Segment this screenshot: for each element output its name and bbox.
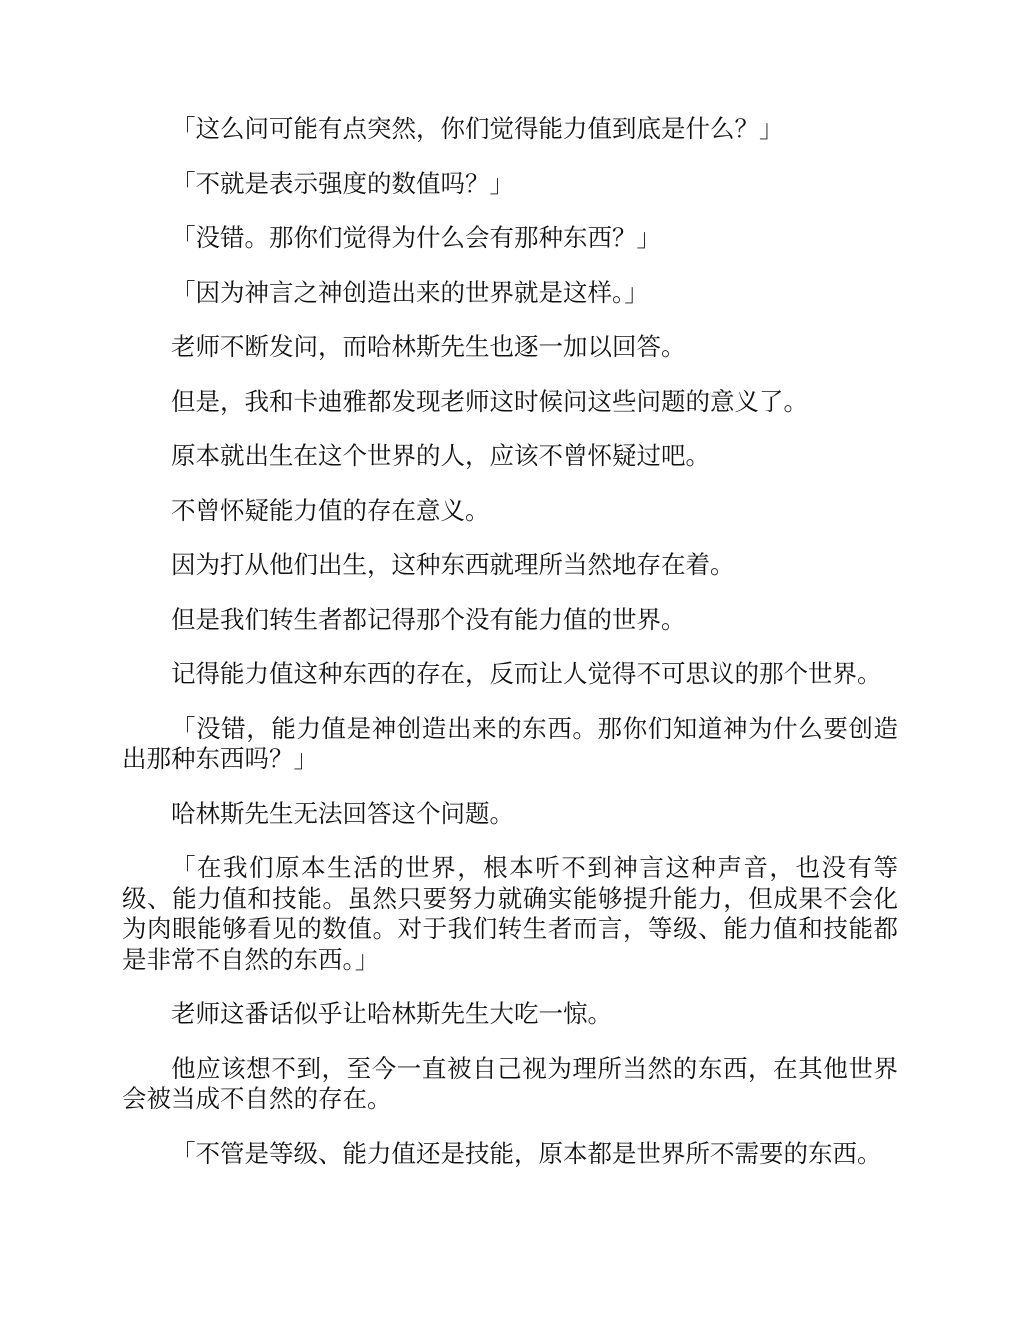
page-body xyxy=(122,114,898,1193)
paragraph-14: 「在我们原本生活的世界，根本听不到神言这种声音，也没有等级、能力值和技能。虽然只要努力就确实能够提升能力，但成果不会化为肉眼能够看见的数值。对于我们转生者而言，等级、能力值和技能都是非常不自然的东西。」 xyxy=(122,853,898,974)
paragraph-9: 因为打从他们出生，这种东西就理所当然地存在着。 xyxy=(171,550,735,579)
paragraph-15: 老师这番话似乎让哈林斯先生大吃一惊。 xyxy=(171,999,612,1028)
paragraph-1: 「这么问可能有点突然，你们觉得能力值到底是什么？」 xyxy=(171,114,784,143)
paragraph-17: 「不管是等级、能力值还是技能，原本都是世界所不需要的东西。 xyxy=(171,1138,882,1168)
paragraph-12: 「没错，能力值是神创造出来的东西。那你们知道神为什么要创造出那种东西吗？」 xyxy=(122,713,898,773)
paragraph-13: 哈林斯先生无法回答这个问题。 xyxy=(171,798,514,828)
paragraph-4: 「因为神言之神创造出来的世界就是这样。」 xyxy=(171,277,649,307)
paragraph-10: 但是我们转生者都记得那个没有能力值的世界。 xyxy=(171,604,686,634)
paragraph-3: 「没错。那你们觉得为什么会有那种东西？」 xyxy=(171,223,661,252)
paragraph-5: 老师不断发问，而哈林斯先生也逐一加以回答。 xyxy=(171,332,686,361)
paragraph-2: 「不就是表示强度的数值吗？」 xyxy=(171,168,514,198)
paragraph-6: 但是，我和卡迪雅都发现老师这时候问这些问题的意义了。 xyxy=(171,386,808,416)
paragraph-11: 记得能力值这种东西的存在，反而让人觉得不可思议的那个世界。 xyxy=(171,659,882,688)
paragraph-16: 他应该想不到，至今一直被自己视为理所当然的东西，在其他世界会被当成不自然的存在。 xyxy=(122,1053,898,1113)
paragraph-7: 原本就出生在这个世界的人，应该不曾怀疑过吧。 xyxy=(171,441,710,470)
paragraph-8: 不曾怀疑能力值的存在意义。 xyxy=(171,495,490,525)
